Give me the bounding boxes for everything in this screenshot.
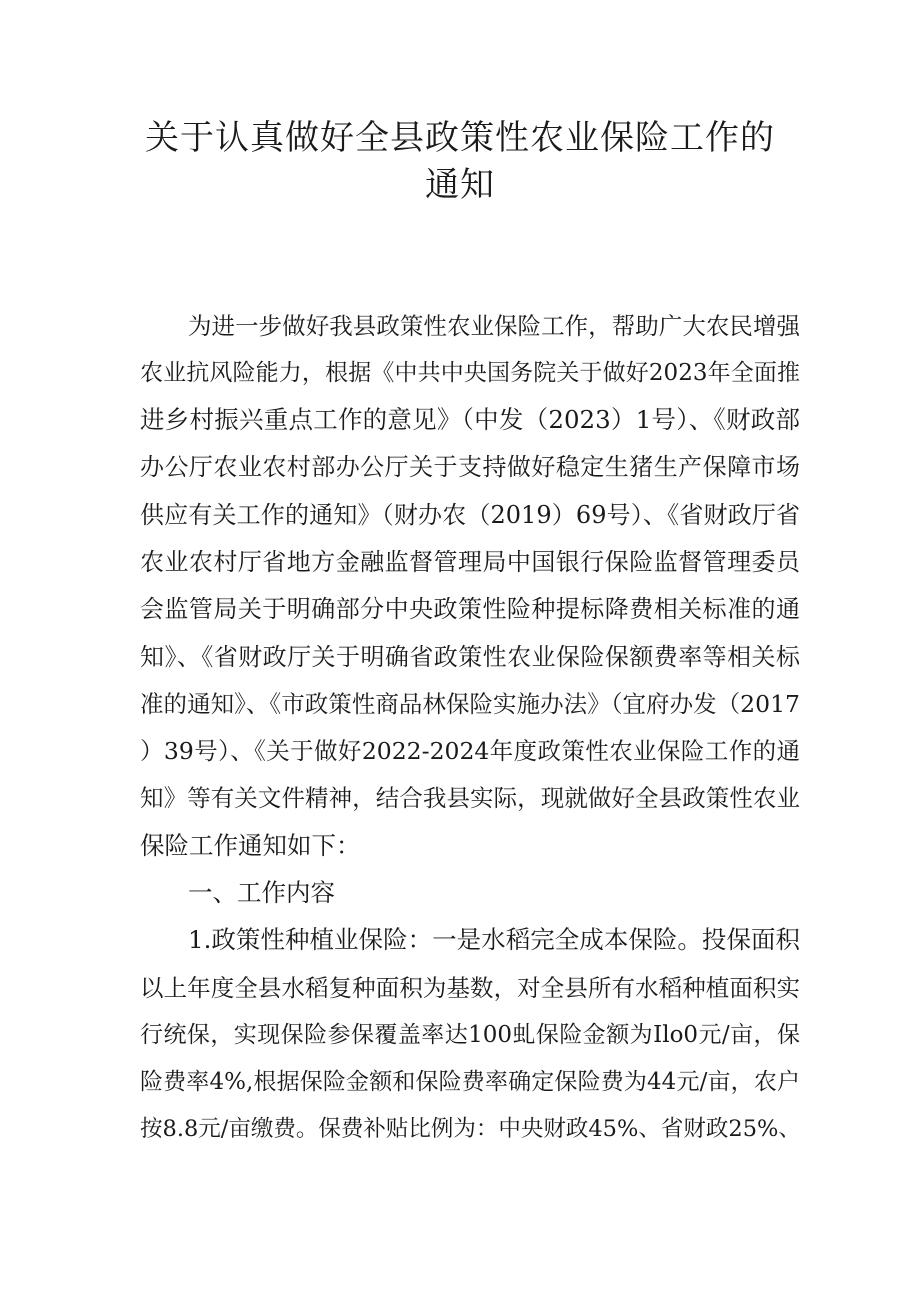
body-line: ）39号）、《关于做好2022-2024年度政策性农业保险工作的通 [140, 737, 800, 765]
body-line: 知》等有关文件精神，结合我县实际，现就做好全县政策性农业 [140, 784, 800, 812]
document-title-line-2: 通知 [425, 165, 495, 205]
body-line: 为进一步做好我县政策性农业保险工作，帮助广大农民增强 [188, 312, 800, 340]
body-line: 准的通知》、《市政策性商品林保险实施办法》（宜府办发（2017 [140, 690, 800, 718]
document-title-line-1: 关于认真做好全县政策性农业保险工作的 [145, 118, 775, 158]
body-line: 农业抗风险能力，根据《中共中央国务院关于做好2023年全面推 [140, 360, 800, 386]
body-line: 险费率4%,根据保险金额和保险费率确定保险费为44元/亩，农户 [140, 1069, 800, 1095]
body-line: 进乡村振兴重点工作的意见》（中发（2023）1号）、《财政部 [140, 405, 800, 434]
body-line: 按8.8元/亩缴费。保费补贴比例为：中央财政45%、省财政25%、 [140, 1116, 801, 1142]
body-line: 会监管局关于明确部分中央政策性险种提标降费相关标准的通 [140, 595, 800, 623]
body-line: 1.政策性种植业保险：一是水稻完全成本保险。投保面积 [188, 925, 800, 954]
body-line: 供应有关工作的通知》（财办农（2019）69号）、《省财政厅省 [140, 501, 800, 529]
body-line: 以上年度全县水稻复种面积为基数，对全县所有水稻种植面积实 [140, 974, 800, 1002]
body-line: 知》、《省财政厅关于明确省政策性农业保险保额费率等相关标 [140, 643, 800, 671]
body-line: 保险工作通知如下： [140, 831, 361, 860]
section-heading: 一、工作内容 [188, 878, 335, 907]
body-line: 行统保，实现保险参保覆盖率达100虬保险金额为Ilo0元/亩，保 [140, 1022, 800, 1048]
body-line: 办公厅农业农村部办公厅关于支持做好稳定生猪生产保障市场 [140, 453, 800, 481]
body-line: 农业农村厅省地方金融监督管理局中国银行保险监督管理委员 [140, 548, 800, 576]
